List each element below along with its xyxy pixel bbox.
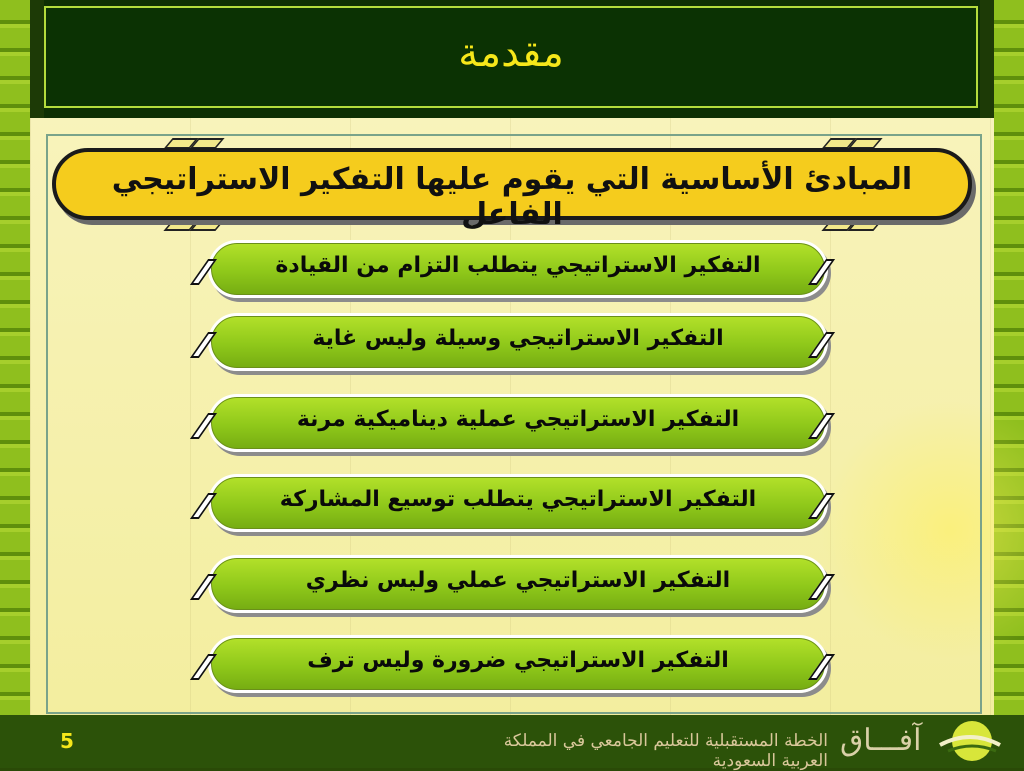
bullet-mark-icon <box>811 650 839 680</box>
bullet-mark-icon <box>193 409 221 439</box>
bullet-mark-icon <box>193 328 221 358</box>
bullet-mark-icon <box>811 570 839 600</box>
slide-title: مقدمة <box>458 30 564 76</box>
list-item-text: التفكير الاستراتيجي ضرورة وليس ترف <box>307 648 729 673</box>
list-item <box>208 313 828 371</box>
bullet-mark-icon <box>811 409 839 439</box>
footer-bar <box>0 715 1024 771</box>
list-item <box>208 474 828 532</box>
heading-text: المبادئ الأساسية التي يقوم عليها التفكير الاستراتيجي الفاعل <box>111 162 913 232</box>
list-item-text: التفكير الاستراتيجي وسيلة وليس غاية <box>312 326 724 351</box>
logo-text: آفـــاق <box>840 723 922 758</box>
list-item <box>208 555 828 613</box>
bullet-mark-icon <box>811 489 839 519</box>
afaq-logo-icon <box>934 715 1004 763</box>
heading-banner <box>52 148 972 232</box>
bullet-mark-icon <box>811 255 839 285</box>
list-item-text: التفكير الاستراتيجي يتطلب التزام من القيادة <box>275 253 761 278</box>
page-number: 5 <box>60 729 74 753</box>
list-item <box>208 635 828 693</box>
footer-caption: الخطة المستقبلية للتعليم الجامعي في المملكة العربية السعودية <box>503 731 828 771</box>
list-item <box>208 394 828 452</box>
bullet-mark-icon <box>811 328 839 358</box>
bullet-mark-icon <box>193 489 221 519</box>
list-item-text: التفكير الاستراتيجي يتطلب توسيع المشاركة <box>279 487 757 512</box>
list-item-text: التفكير الاستراتيجي عملي وليس نظري <box>305 568 731 593</box>
bullet-mark-icon <box>193 255 221 285</box>
left-stripe-decoration <box>0 0 30 715</box>
list-item-text: التفكير الاستراتيجي عملية ديناميكية مرنة <box>296 407 740 432</box>
title-box <box>44 6 978 108</box>
bullet-mark-icon <box>193 570 221 600</box>
bullet-mark-icon <box>193 650 221 680</box>
list-item <box>208 240 828 298</box>
